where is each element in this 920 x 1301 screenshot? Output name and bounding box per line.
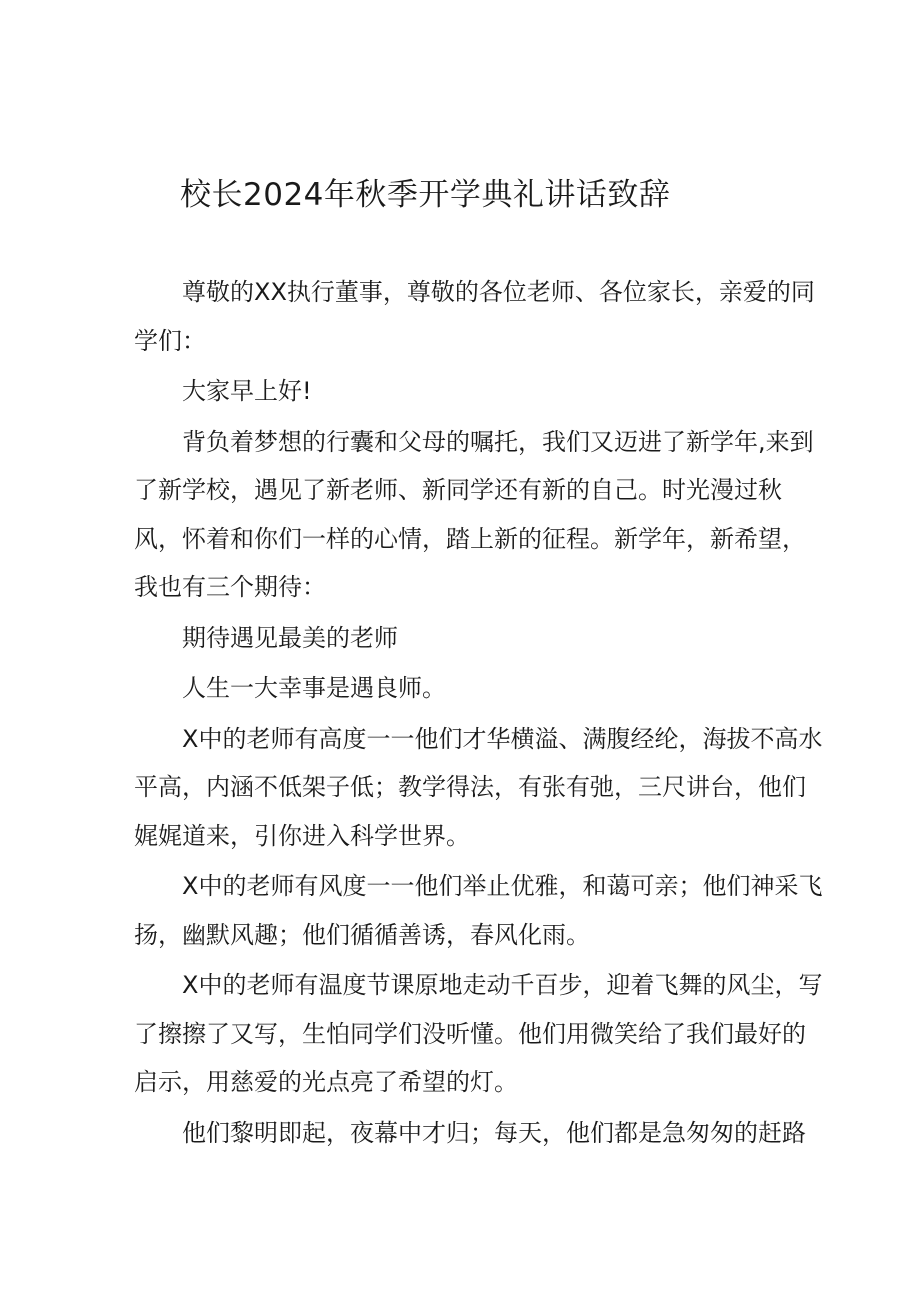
paragraph-teachers-manner — [134, 862, 823, 959]
paragraph-line: 尊敬的XX执行董事，尊敬的各位老师、各位家长，亲爱的同 — [182, 278, 815, 306]
paragraph-line: 了擦擦了又写，生怕同学们没听懂。他们用微笑给了我们最好的 — [134, 1019, 806, 1048]
document-body — [134, 268, 823, 1157]
paragraph-line: 扬，幽默风趣；他们循循善诱，春风化雨。 — [134, 920, 590, 949]
paragraph-line: 风，怀着和你们一样的心情，踏上新的征程。新学年，新希望， — [134, 524, 806, 553]
paragraph-line: 背负着梦想的行囊和父母的嘱托，我们又迈进了新学年,来到 — [182, 427, 814, 456]
paragraph-line: 娓娓道来，引你进入科学世界。 — [134, 821, 470, 850]
paragraph-line: X中的老师有温度节课原地走动千百步，迎着飞舞的风尘，写 — [182, 971, 823, 999]
paragraph-line: 大家早上好! — [182, 377, 312, 405]
paragraph-line: 他们黎明即起，夜幕中才归；每天，他们都是急匆匆的赶路 — [182, 1118, 806, 1147]
paragraph-intro — [134, 418, 814, 612]
paragraph-line: X中的老师有高度一一他们才华横溢、满腹经纶，海拔不高水 — [182, 724, 823, 753]
paragraph-teachers-warmth — [134, 961, 823, 1107]
paragraph-line: X中的老师有风度一一他们举止优雅，和蔼可亲；他们神采飞 — [182, 872, 823, 900]
document-title: 校长2024年秋季开学典礼讲话致辞 — [180, 177, 671, 213]
paragraph-heading-teachers — [134, 614, 794, 663]
paragraph-teachers-dawn — [134, 1109, 806, 1158]
paragraph-line: 了新学校，遇见了新老师、新同学还有新的自己。时光漫过秋 — [134, 476, 782, 504]
paragraph-line: 期待遇见最美的老师 — [182, 623, 398, 652]
paragraph-line: 平高，内涵不低架子低；教学得法，有张有弛，三尺讲台，他们 — [134, 773, 806, 801]
paragraph-line: 学们： — [134, 326, 206, 355]
paragraph-greeting — [134, 268, 815, 365]
paragraph-teachers-height — [134, 715, 823, 861]
paragraph-line: 人生一大幸事是遇良师。 — [182, 674, 446, 702]
paragraph-good-morning — [134, 367, 794, 416]
paragraph-line: 启示，用慈爱的光点亮了希望的灯。 — [134, 1068, 518, 1096]
paragraph-line: 我也有三个期待： — [134, 573, 326, 601]
paragraph-good-teacher — [134, 664, 794, 713]
